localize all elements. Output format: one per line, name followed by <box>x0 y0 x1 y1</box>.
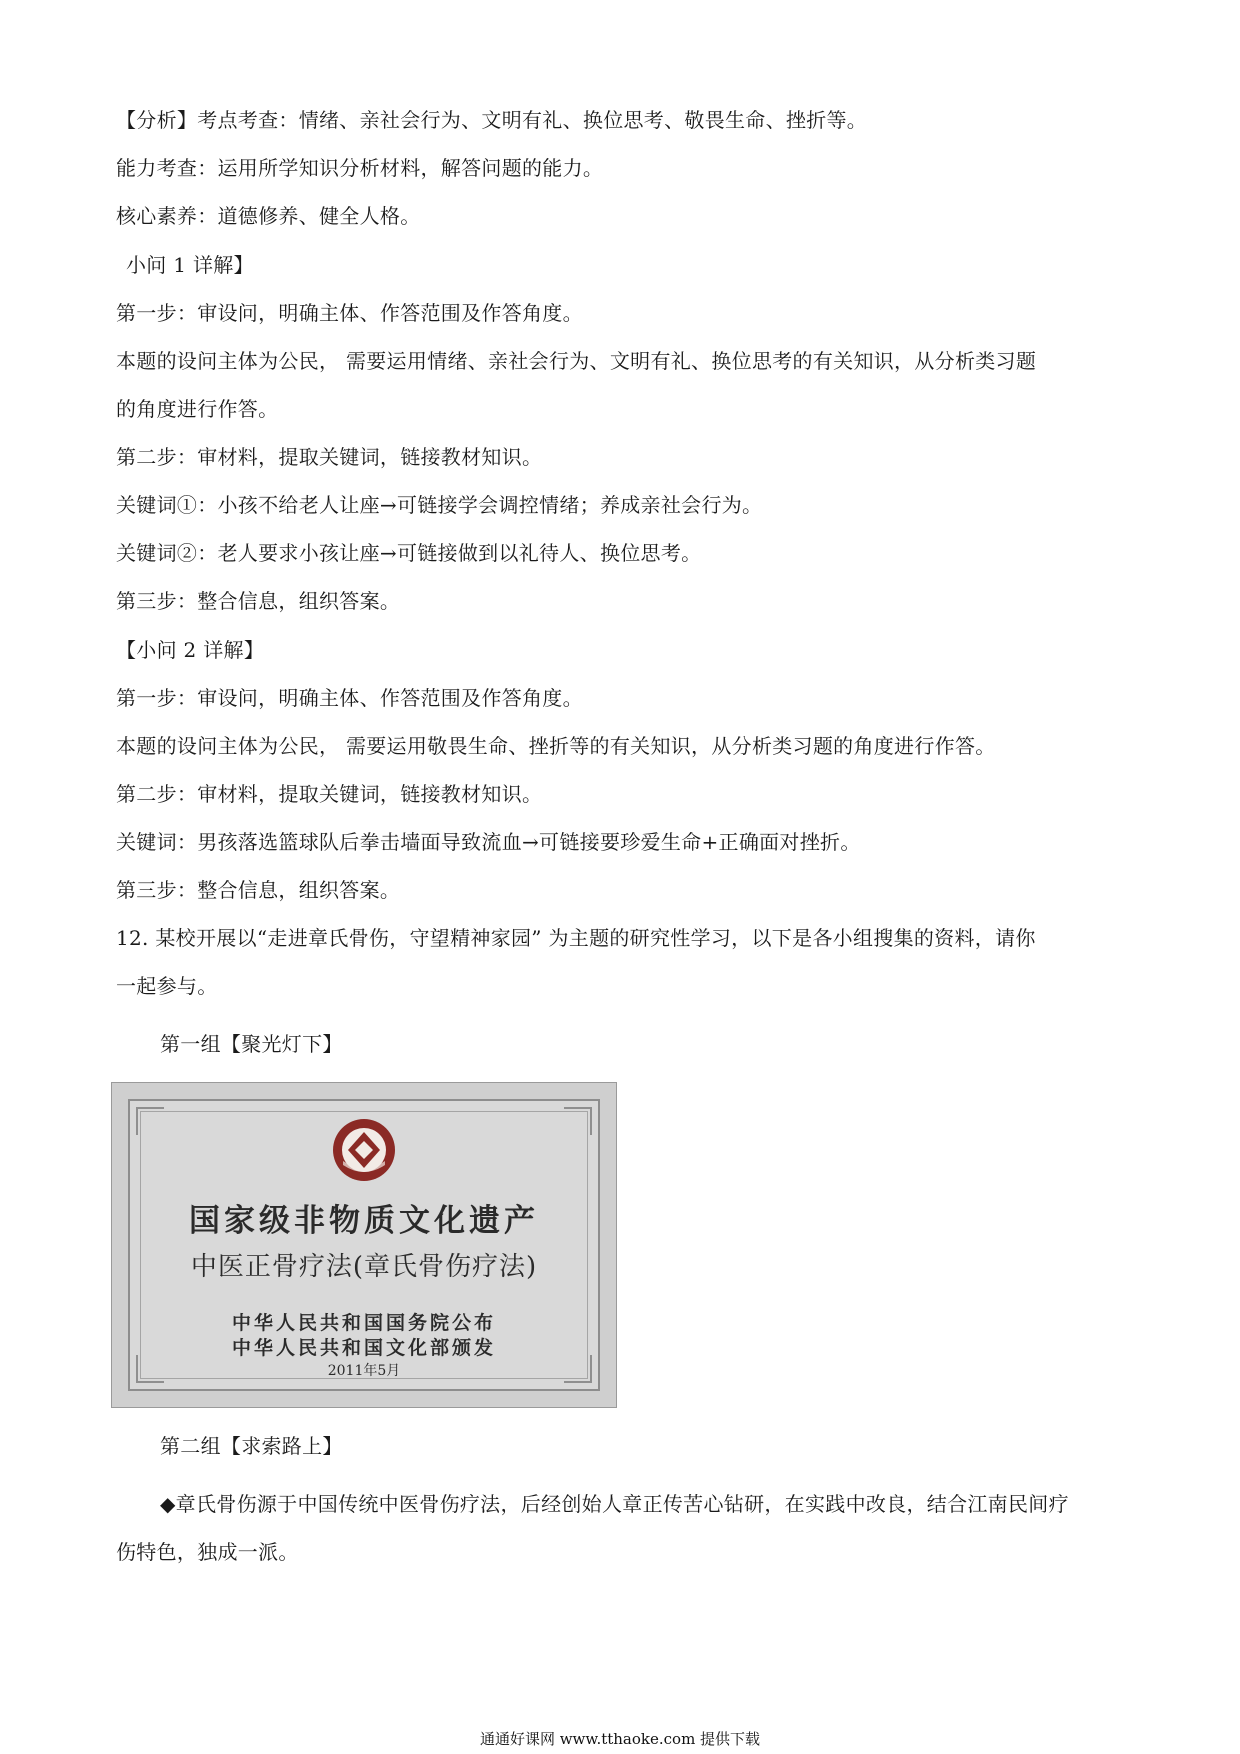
plaque-issuer-ministry-culture: 中华人民共和国文化部颁发 <box>231 1337 496 1359</box>
group-2-paragraph: ◆章氏骨伤源于中国传统中医骨伤疗法，后经创始人章正传苦心钻研，在实践中改良，结合江南民间疗 <box>160 1492 1069 1516</box>
group-2-paragraph-cont: 伤特色，独成一派。 <box>116 1540 299 1564</box>
group-1-heading: 第一组【聚光灯下】 <box>160 1032 343 1056</box>
q1-step-3: 第三步：整合信息，组织答案。 <box>116 589 401 613</box>
q1-step-2: 第二步：审材料，提取关键词，链接教材知识。 <box>116 445 543 469</box>
plaque-subtitle: 中医正骨疗法(章氏骨伤疗法) <box>190 1252 538 1282</box>
ability-line: 能力考查：运用所学知识分析材料，解答问题的能力。 <box>116 156 604 180</box>
q1-step-1: 第一步：审设问，明确主体、作答范围及作答角度。 <box>116 301 583 325</box>
analysis-line: 【分析】考点考查：情绪、亲社会行为、文明有礼、换位思考、敬畏生命、挫折等。 <box>116 108 868 132</box>
q1-keyword-1: 关键词①：小孩不给老人让座→可链接学会调控情绪；养成亲社会行为。 <box>116 493 763 517</box>
q1-keyword-2: 关键词②：老人要求小孩让座→可链接做到以礼待人、换位思考。 <box>116 541 702 565</box>
q2-step-1: 第一步：审设问，明确主体、作答范围及作答角度。 <box>116 686 583 710</box>
q1-subject-line: 本题的设问主体为公民， 需要运用情绪、亲社会行为、文明有礼、换位思考的有关知识，从分析类习题 <box>116 349 1037 373</box>
q2-step-2: 第二步：审材料，提取关键词，链接教材知识。 <box>116 782 543 806</box>
core-literacy-line: 核心素养：道德修养、健全人格。 <box>116 204 421 228</box>
frame-corner-ornament <box>136 1107 164 1135</box>
question-12-stem: 12. 某校开展以“走进章氏骨伤，守望精神家园” 为主题的研究性学习，以下是各小组搜集的资料，请你 <box>116 926 1036 950</box>
q1-subject-line-cont: 的角度进行作答。 <box>116 397 279 421</box>
plaque-date: 2011年5月 <box>327 1363 401 1379</box>
heritage-plaque-image <box>111 1082 617 1408</box>
intangible-heritage-emblem-icon <box>331 1117 397 1183</box>
q2-subject-line: 本题的设问主体为公民， 需要运用敬畏生命、挫折等的有关知识，从分析类习题的角度进行作答。 <box>116 734 996 758</box>
q2-keyword: 关键词：男孩落选篮球队后拳击墙面导致流血→可链接要珍爱生命+正确面对挫折。 <box>116 830 861 854</box>
q2-step-3: 第三步：整合信息，组织答案。 <box>116 878 401 902</box>
question-12-stem-cont: 一起参与。 <box>116 974 218 998</box>
plaque-title: 国家级非物质文化遗产 <box>189 1203 539 1239</box>
plaque-issuer-state-council: 中华人民共和国国务院公布 <box>231 1312 496 1334</box>
question-1-heading: 小问 1 详解】 <box>126 253 254 277</box>
frame-corner-ornament <box>564 1107 592 1135</box>
question-2-heading: 【小问 2 详解】 <box>116 638 265 662</box>
page-footer: 通通好课网 www.tthaoke.com 提供下载 <box>479 1730 761 1748</box>
group-2-heading: 第二组【求索路上】 <box>160 1434 343 1458</box>
